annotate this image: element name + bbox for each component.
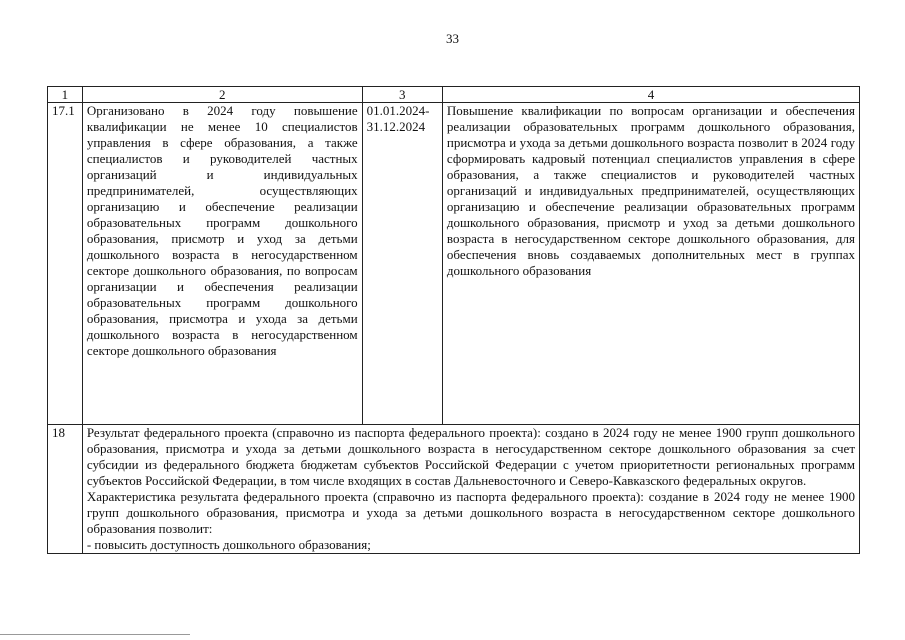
row-number-cell: 17.1 [48,103,83,425]
document-table [47,86,860,554]
column-header-1: 1 [48,87,83,103]
column-header-2: 2 [82,87,362,103]
characteristic-paragraph: Характеристика результата федерального проекта (справочно из паспорта федерального проекта): создание в 2024 году не менее 1900 групп дошкольного образования, присмотра и ухода за детьми дошкольного возраста в негосударственном секторе дошкольного образования позволит: [86,489,855,536]
activity-description-cell: Организовано в 2024 году повышение квалификации не менее 10 специалистов управления в сфере образования, а также специалистов и руководителей частных организаций и индивидуальных предпринимателей, осуществляющих организацию и обеспечение реализации образовательных программ дошкольного образования, присмотр и уход за детьми дошкольного возраста в негосударственном секторе дошкольного образования, по вопросам организации и обеспечения реализации образовательных программ дошкольного образования, присмотра и ухода за детьми дошкольного возраста в негосударственном секторе дошкольного образования [82,103,362,425]
date-range-cell [362,103,442,425]
column-header-3: 3 [362,87,442,103]
table-row-17-1 [48,103,860,425]
date-end: 31.12.2024 [366,119,426,134]
page-number: 33 [446,31,459,46]
column-header-4: 4 [442,87,859,103]
table-header-row [48,87,860,103]
footer-divider [0,634,190,635]
date-start: 01.01.2024- [366,103,430,118]
row-number-cell: 18 [48,425,83,554]
table-row-18 [48,425,860,554]
result-paragraph: Результат федерального проекта (справочно из паспорта федерального проекта): создано в 2024 году не менее 1900 групп дошкольного образования, присмотра и ухода за детьми дошкольного возраста в негосударственном секторе дошкольного образования за счет субсидии из федерального бюджета бюджетам субъектов Российской Федерации с учетом приоритетности региональных программ субъектов Российской Федерации, в том числе входящих в состав Дальневосточного и Северо-Кавказского федеральных округов. [86,425,855,488]
expected-effect-cell: Повышение квалификации по вопросам организации и обеспечения реализации образовательных программ дошкольного образования, присмотра и ухода за детьми дошкольного возраста позволит в 2024 году сформировать кадровый потенциал специалистов управления в сфере образования, а также специалистов и руководителей частных организаций и индивидуальных предпринимателей, осуществляющих организацию и обеспечение реализации образовательных программ дошкольного образования, присмотр и уход за детьми дошкольного возраста в негосударственном секторе дошкольного образования, для обеспечения вновь создаваемых дополнительных мест в группах дошкольного образования [442,103,859,425]
list-item: - повысить доступность дошкольного образования; [86,537,371,552]
federal-project-result-cell [82,425,859,554]
